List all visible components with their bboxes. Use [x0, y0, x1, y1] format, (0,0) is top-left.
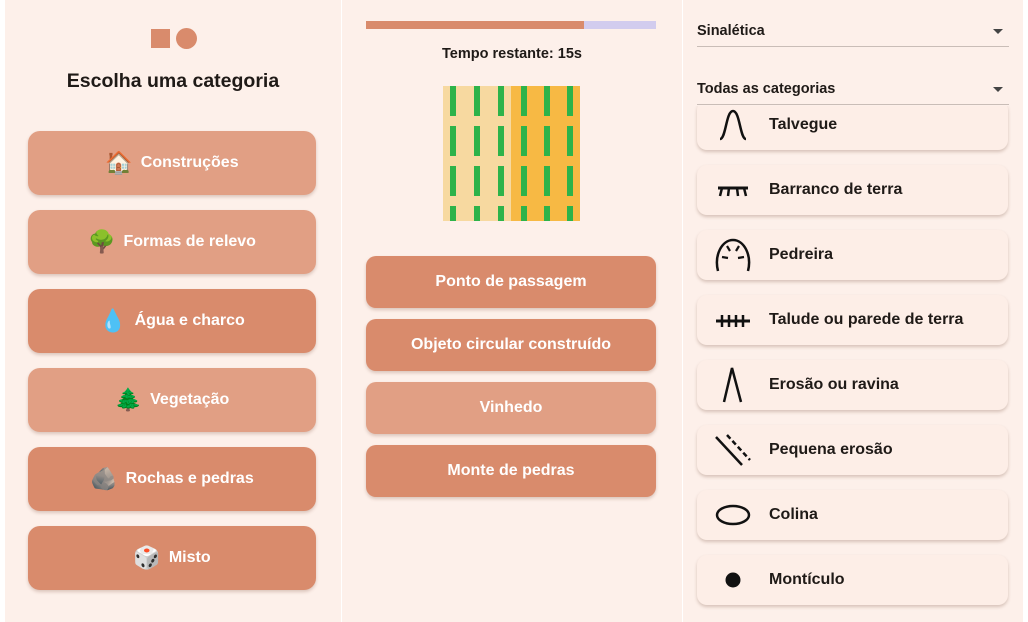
- symbol-list-screen: [683, 0, 1023, 622]
- evergreen-tree-icon: 🌲: [114, 387, 143, 413]
- page-title: Escolha uma categoria: [66, 70, 280, 92]
- category-button-construcoes[interactable]: [28, 131, 316, 195]
- list-item-pequena-erosao[interactable]: [697, 425, 1008, 475]
- list-item-label: Talude ou parede de terra: [769, 311, 964, 328]
- house-icon: 🏠: [105, 150, 133, 176]
- droplet-icon: 💧: [99, 308, 127, 334]
- list-item-label: Erosão ou ravina: [769, 376, 899, 393]
- category-button-rochas-e-pedras[interactable]: [28, 447, 316, 511]
- app-logo: [151, 28, 201, 50]
- logo-circle-icon: [176, 28, 197, 49]
- category-screen: [5, 0, 341, 622]
- quiz-screen: [342, 0, 682, 622]
- answer-button-objeto-circular[interactable]: Objeto circular construído: [366, 319, 656, 371]
- type-filter-value: Sinalética: [697, 23, 765, 39]
- type-filter-dropdown[interactable]: [697, 17, 1009, 47]
- category-label: Água e charco: [134, 312, 245, 329]
- erosion-gully-icon: [710, 367, 756, 403]
- list-item-erosao-ou-ravina[interactable]: [697, 360, 1008, 410]
- category-label: Formas de relevo: [123, 233, 256, 250]
- vineyard-symbol-icon: [443, 86, 580, 221]
- knoll-icon: [710, 562, 756, 598]
- list-item-barranco-de-terra[interactable]: [697, 165, 1008, 215]
- list-item-label: Pequena erosão: [769, 441, 893, 458]
- quarry-icon: [710, 237, 756, 273]
- rock-icon: 🪨: [90, 466, 118, 492]
- earth-wall-icon: [710, 302, 756, 338]
- category-label: Rochas e pedras: [125, 470, 254, 487]
- list-item-pedreira[interactable]: [697, 230, 1008, 280]
- category-label: Construções: [140, 154, 239, 171]
- dice-icon: 🎲: [133, 545, 161, 571]
- answer-button-vinhedo[interactable]: Vinhedo: [366, 382, 656, 434]
- small-erosion-icon: [710, 432, 756, 468]
- time-progress-fill: [366, 21, 584, 29]
- answer-button-ponto-de-passagem[interactable]: Ponto de passagem: [366, 256, 656, 308]
- answer-button-monte-de-pedras[interactable]: Monte de pedras: [366, 445, 656, 497]
- list-item-talude-ou-parede-de-terra[interactable]: [697, 295, 1008, 345]
- symbol-list[interactable]: [683, 106, 1023, 622]
- list-item-label: Talvegue: [769, 116, 838, 133]
- list-item-label: Montículo: [769, 571, 845, 588]
- category-label: Vegetação: [150, 391, 230, 408]
- category-filter-dropdown[interactable]: [697, 75, 1009, 105]
- category-label: Misto: [168, 549, 211, 566]
- time-progress-bar: [366, 21, 656, 29]
- logo-square-icon: [151, 29, 170, 48]
- list-item-talvegue[interactable]: [697, 106, 1008, 150]
- category-button-formas-de-relevo[interactable]: [28, 210, 316, 274]
- list-item-label: Barranco de terra: [769, 181, 903, 198]
- category-button-misto[interactable]: [28, 526, 316, 590]
- list-item-monticulo[interactable]: [697, 555, 1008, 605]
- category-button-agua-e-charco[interactable]: [28, 289, 316, 353]
- time-remaining-text: Tempo restante: 15s: [442, 46, 582, 62]
- category-button-vegetacao[interactable]: [28, 368, 316, 432]
- category-filter-value: Todas as categorias: [697, 81, 836, 97]
- list-item-label: Pedreira: [769, 246, 834, 263]
- list-item-colina[interactable]: [697, 490, 1008, 540]
- earth-bank-icon: [710, 172, 756, 208]
- talvegue-icon: [710, 107, 756, 143]
- caret-down-icon: [993, 87, 1003, 92]
- hill-icon: [710, 497, 756, 533]
- caret-down-icon: [993, 29, 1003, 34]
- list-item-label: Colina: [769, 506, 818, 523]
- tree-icon: 🌳: [88, 229, 116, 255]
